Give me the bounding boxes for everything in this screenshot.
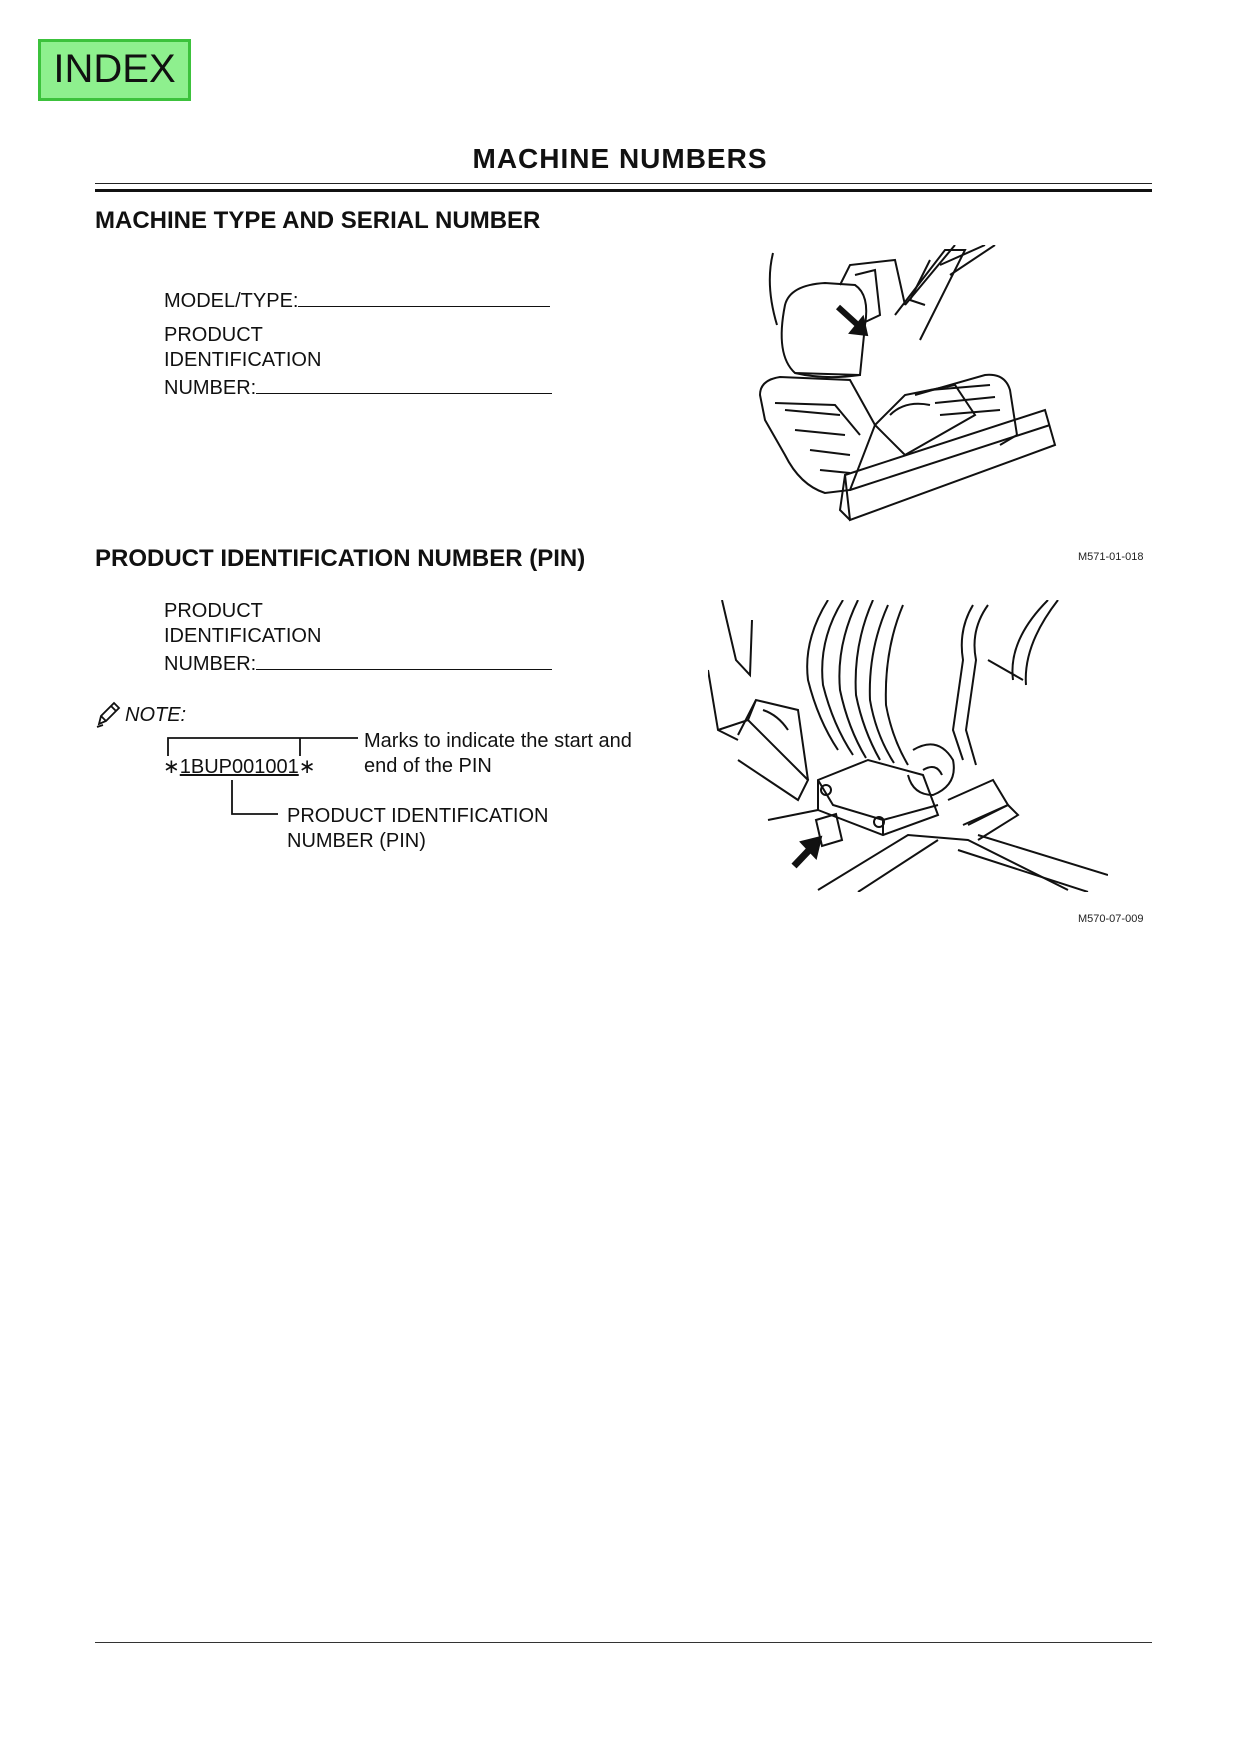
marks-line1: Marks to indicate the start and xyxy=(364,730,632,752)
page-title: MACHINE NUMBERS xyxy=(472,143,768,174)
pin-end-mark: ∗ xyxy=(298,756,316,778)
pin-field-1 xyxy=(164,323,552,401)
pin-example-value: 1BUP001001 xyxy=(179,756,299,778)
pin-location-illustration xyxy=(708,600,1108,892)
pin-blank-2 xyxy=(256,649,552,670)
pin-label-line2: IDENTIFICATION xyxy=(164,349,322,371)
pin-caption xyxy=(287,804,548,854)
pin-caption-line2: NUMBER (PIN) xyxy=(287,830,426,852)
pin2-label-line1: PRODUCT xyxy=(164,600,263,622)
index-button[interactable]: INDEX xyxy=(38,39,191,101)
pin-label-line3: NUMBER: xyxy=(164,377,257,399)
pin2-label-line3: NUMBER: xyxy=(164,653,257,675)
pin-blank-1 xyxy=(256,373,552,394)
pin-example xyxy=(163,755,316,780)
title-rule-thick xyxy=(95,189,1152,192)
marks-line2: end of the PIN xyxy=(364,755,492,777)
figure-code-2: M570-07-009 xyxy=(1078,913,1144,925)
pencil-icon xyxy=(95,700,121,728)
excavator-illustration xyxy=(755,245,1065,535)
pin2-label-line2: IDENTIFICATION xyxy=(164,625,322,647)
pin-label-line1: PRODUCT xyxy=(164,324,263,346)
model-type-field xyxy=(164,286,550,314)
note-label: NOTE: xyxy=(125,704,187,726)
figure-code-1: M571-01-018 xyxy=(1078,551,1144,563)
pin-start-mark: ∗ xyxy=(163,756,180,778)
model-type-blank xyxy=(298,286,550,307)
marks-description xyxy=(364,729,632,779)
section-heading-machine-type: MACHINE TYPE AND SERIAL NUMBER xyxy=(95,207,541,234)
model-type-label: MODEL/TYPE: xyxy=(164,290,299,312)
title-rule-thin xyxy=(95,183,1152,184)
section-heading-pin: PRODUCT IDENTIFICATION NUMBER (PIN) xyxy=(95,545,586,572)
footer-rule xyxy=(95,1642,1152,1643)
pin-caption-line1: PRODUCT IDENTIFICATION xyxy=(287,805,549,827)
pin-field-2 xyxy=(164,599,552,677)
